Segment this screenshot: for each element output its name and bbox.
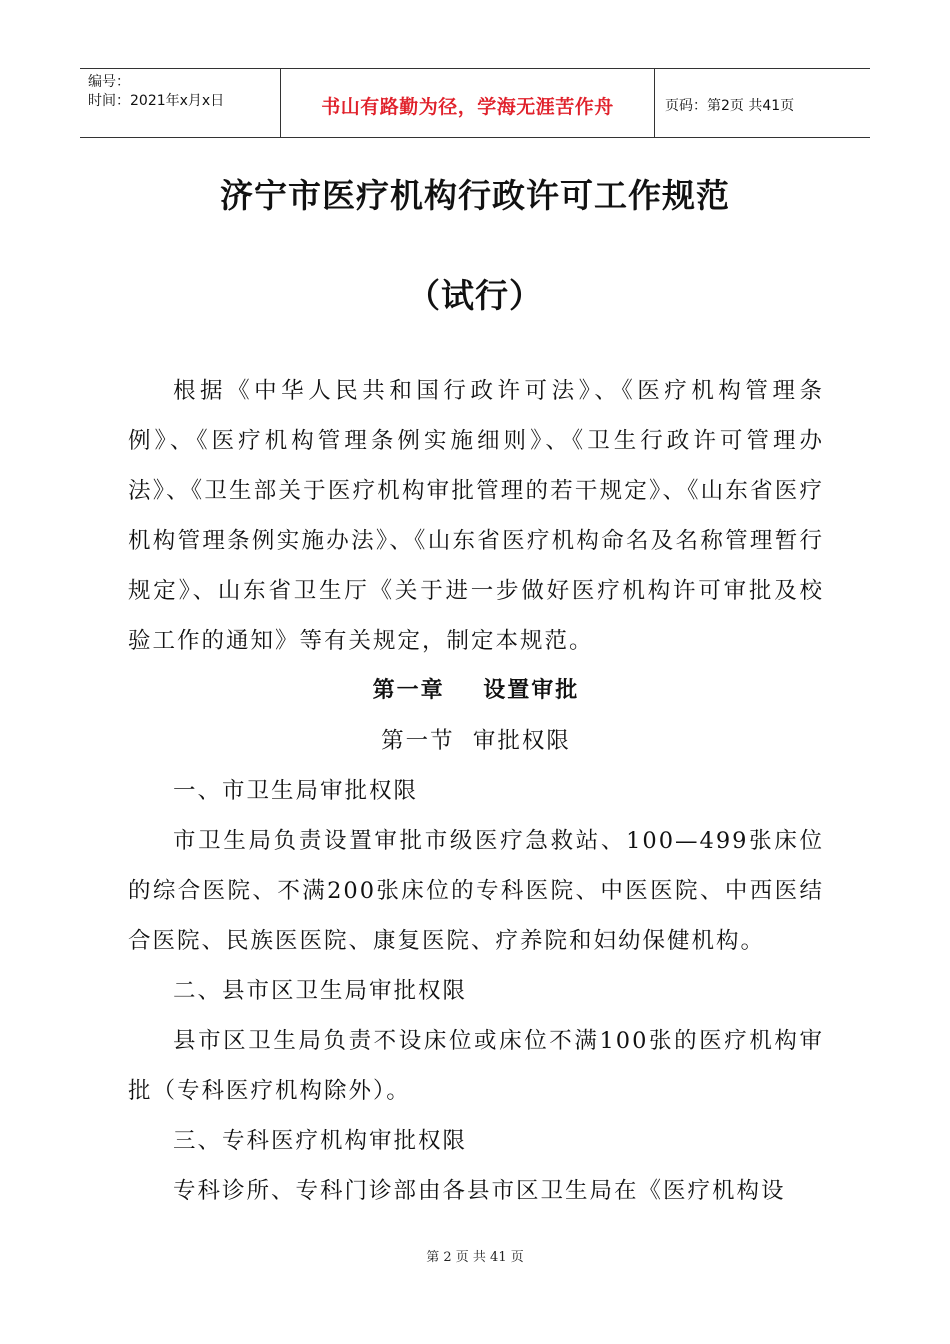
header-page-info: 页码：第2页 共41页	[665, 98, 795, 114]
header-motto: 书山有路勤为径，学海无涯苦作舟	[281, 69, 655, 137]
item1-heading: 一、市卫生局审批权限	[173, 778, 419, 804]
item3-paragraph: 专科诊所、专科门诊部由各县市区卫生局在《医疗机构设	[173, 1178, 786, 1204]
header-meta	[80, 69, 281, 137]
item3-heading: 三、专科医疗机构审批权限	[173, 1128, 468, 1154]
document-title: 济宁市医疗机构行政许可工作规范	[220, 176, 730, 215]
document-body	[128, 366, 824, 1216]
page-footer: 第 2 页 共 41 页	[426, 1250, 524, 1265]
intro-paragraph: 根据《中华人民共和国行政许可法》、《医疗机构管理条例》、《医疗机构管理条例实施细则》、《卫生行政许可管理办法》、《卫生部关于医疗机构审批管理的若干规定》、《山东省医疗机构管理条例实施办法》、《山东省医疗机构命名及名称管理暂行规定》、山东省卫生厅《关于进一步做好医疗机构许可审批及校验工作的通知》等有关规定，制定本规范。	[128, 378, 824, 654]
item1-paragraph: 市卫生局负责设置审批市级医疗急救站、100—499张床位的综合医院、不满200张床位的专科医院、中医医院、中西医结合医院、民族医医院、康复医院、疗养院和妇幼保健机构。	[128, 828, 824, 954]
item2-heading: 二、县市区卫生局审批权限	[173, 978, 468, 1004]
item2-paragraph: 县市区卫生局负责不设床位或床位不满100张的医疗机构审批（专科医疗机构除外）。	[128, 1028, 824, 1104]
time-label: 时间：2021年x月x日	[88, 93, 225, 109]
document-subtitle: （试行）	[407, 276, 543, 315]
chapter-heading: 第一章 设置审批	[372, 678, 580, 703]
number-label: 编号：	[88, 74, 130, 90]
section-heading: 第一节 审批权限	[381, 728, 571, 754]
page-header	[80, 68, 870, 138]
